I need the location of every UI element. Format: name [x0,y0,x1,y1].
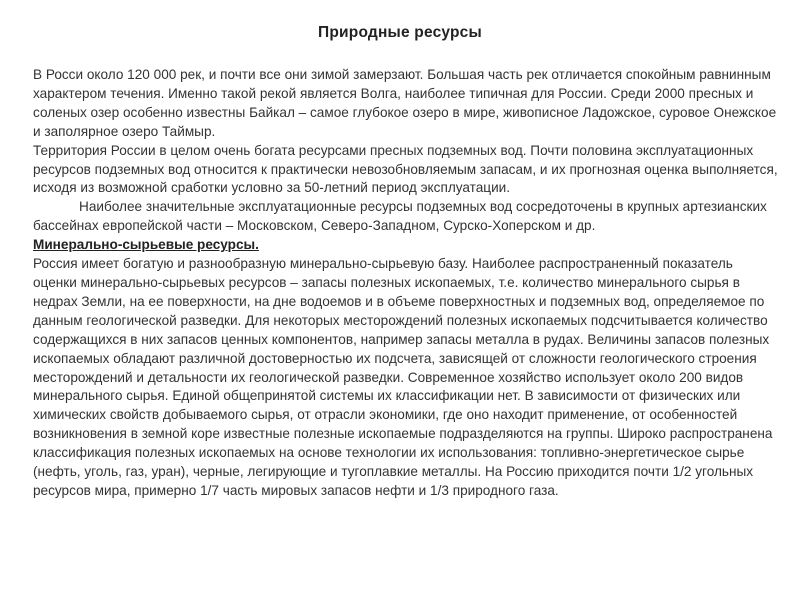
section-heading-mineral-resources: Минерально-сырьевые ресурсы. [33,237,259,253]
paragraph-mineral-resources: Россия имеет богатую и разнообразную минерально-сырьевую базу. Наиболее распространенный показатель оценки минерально-сырьевых ресурсов – запасы полезных ископаемых, т.е. количество минерального сырья в недрах Земли, на ее поверхности, на дне водоемов и в объеме поверхностных и подземных вод, определяемое по данным геологической разведки. Для некоторых месторождений полезных ископаемых подсчитывается количество содержащихся в них запасов ценных компонентов, например запасы металла в рудах. Величины запасов полезных ископаемых обладают различной достоверностью их подсчета, зависящей от сложности геологического строения месторождений и детальности их геологической разведки. Современное хозяйство использует около 200 видов минерального сырья. Единой общепринятой системы их классификации нет. В зависимости от физических или химических свойств добываемого сырья, от отрасли экономики, где оно находит применение, от особенностей возникновения в земной коре известные полезные ископаемые подразделяются на группы. Широко распространена классификация полезных ископаемых на основе технологии их использования: топливно-энергетическое сырье (нефть, уголь, газ, уран), черные, легирующие и тугоплавкие металлы. На Россию приходится почти 1/2 угольных ресурсов мира, примерно 1/7 часть мировых запасов нефти и 1/3 природного газа. [33,256,773,498]
document-title: Природные ресурсы [318,24,482,41]
paragraph-rivers-lakes: В Росси около 120 000 рек, и почти все они зимой замерзают. Большая часть рек отличается спокойным равнинным характером течения. Именно такой рекой является Волга, наиболее типичная для России. Среди 2000 пресных и соленых озер особенно известны Байкал – самое глубокое озеро в мире, живописное Ладожское, суровое Онежское и заполярное озеро Таймыр. [33,67,777,139]
paragraph-groundwater: Территория России в целом очень богата ресурсами пресных подземных вод. Почти половина эксплуатационных ресурсов подземных вод относится к практически невозобновляемым запасам, и их прогнозная оценка выполняется, исходя из возможной сработки условно за 50-летний период эксплуатации. [33,142,778,196]
paragraph-artesian-basins: Наиболее значительные эксплуатационные ресурсы подземных вод сосредоточены в крупных артезианских бассейнах европейской части – Московском, Северо-Западном, Сурско-Хоперском и др. [33,199,767,234]
document-body [33,66,778,501]
